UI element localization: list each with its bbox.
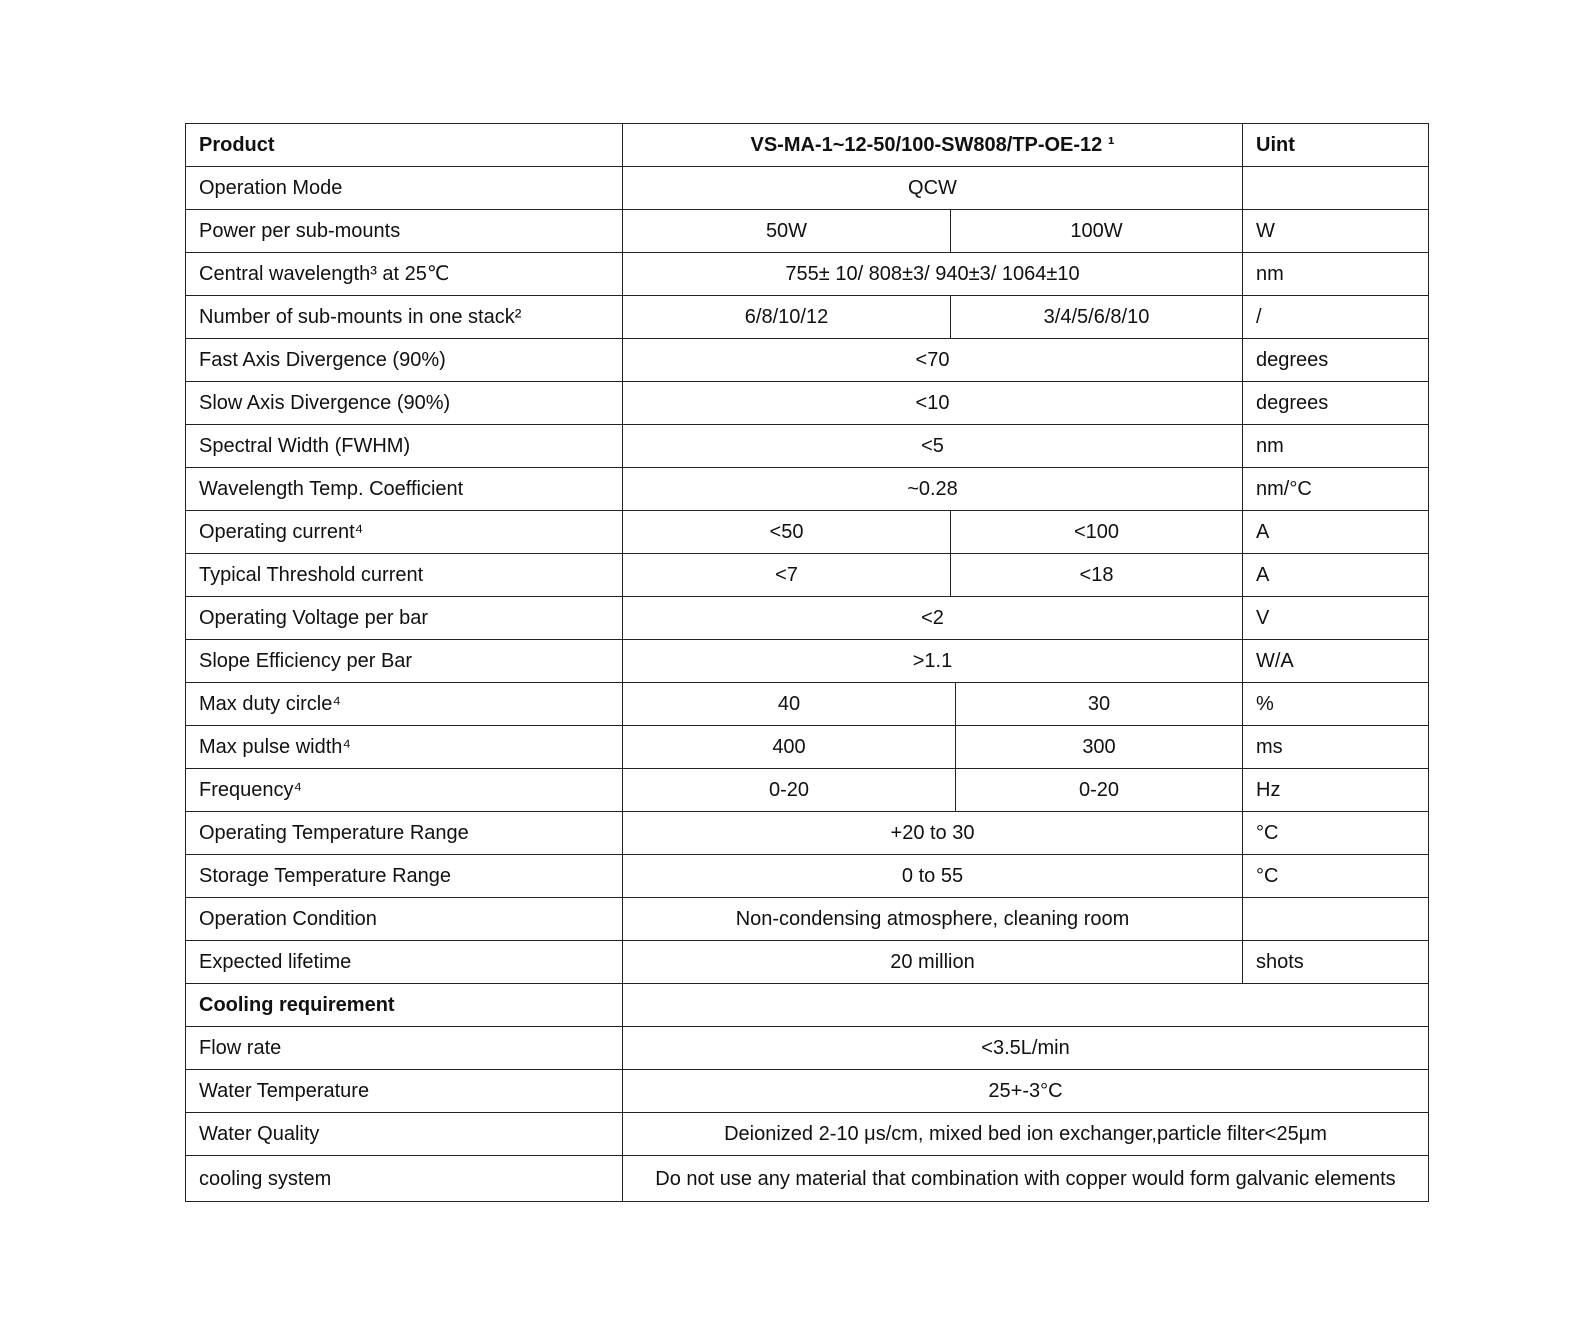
value-50w: 40 [623,683,956,726]
value: Deionized 2-10 μs/cm, mixed bed ion exchanger,particle filter<25μm [623,1113,1429,1156]
unit: % [1243,683,1429,726]
value: 0 to 55 [623,855,1243,898]
value-50w: 400 [623,726,956,769]
row-threshold-current [186,554,1429,597]
unit: °C [1243,812,1429,855]
unit: V [1243,597,1429,640]
unit: nm/°C [1243,468,1429,511]
unit: W/A [1243,640,1429,683]
value: <5 [623,425,1243,468]
value-50w: 6/8/10/12 [623,296,951,339]
row-flow-rate [186,1027,1429,1070]
row-cooling-heading [186,984,1429,1027]
value: <3.5L/min [623,1027,1429,1070]
unit: ms [1243,726,1429,769]
label: Max pulse width⁴ [186,726,623,769]
unit [1243,898,1429,941]
unit [1243,167,1429,210]
value-100w: <18 [951,554,1243,597]
value: 20 million [623,941,1243,984]
label: Storage Temperature Range [186,855,623,898]
label: cooling system [186,1156,623,1202]
value: <10 [623,382,1243,425]
value: Do not use any material that combination with copper would form galvanic elements [623,1156,1429,1202]
value [623,984,1429,1027]
value: >1.1 [623,640,1243,683]
row-frequency [186,769,1429,812]
label: Cooling requirement [186,984,623,1027]
value-50w: 0-20 [623,769,956,812]
unit: W [1243,210,1429,253]
spec-table [185,123,1429,1202]
label: Max duty circle⁴ [186,683,623,726]
row-storage-temp [186,855,1429,898]
row-op-condition [186,898,1429,941]
row-op-temp [186,812,1429,855]
unit: degrees [1243,339,1429,382]
label: Operating current⁴ [186,511,623,554]
value-100w: 3/4/5/6/8/10 [951,296,1243,339]
unit: A [1243,554,1429,597]
row-temp-coeff [186,468,1429,511]
value-50w: <7 [623,554,951,597]
value-100w: 30 [956,683,1243,726]
unit: nm [1243,425,1429,468]
unit: shots [1243,941,1429,984]
label: Water Temperature [186,1070,623,1113]
unit: A [1243,511,1429,554]
unit: °C [1243,855,1429,898]
row-slope [186,640,1429,683]
label: Number of sub-mounts in one stack² [186,296,623,339]
row-power [186,210,1429,253]
header-model: VS-MA-1~12-50/100-SW808/TP-OE-12 ¹ [623,124,1243,167]
label: Flow rate [186,1027,623,1070]
unit: nm [1243,253,1429,296]
row-operation-mode [186,167,1429,210]
row-fast-axis [186,339,1429,382]
label: Wavelength Temp. Coefficient [186,468,623,511]
row-cooling-system [186,1156,1429,1202]
label: Spectral Width (FWHM) [186,425,623,468]
row-pulse-width [186,726,1429,769]
unit: / [1243,296,1429,339]
row-voltage [186,597,1429,640]
value: Non-condensing atmosphere, cleaning room [623,898,1243,941]
value: QCW [623,167,1243,210]
label: Expected lifetime [186,941,623,984]
row-submounts [186,296,1429,339]
label: Operating Temperature Range [186,812,623,855]
unit: Hz [1243,769,1429,812]
label: Frequency⁴ [186,769,623,812]
header-row [186,124,1429,167]
value: 755± 10/ 808±3/ 940±3/ 1064±10 [623,253,1243,296]
label: Operation Condition [186,898,623,941]
value-100w: 100W [951,210,1243,253]
label: Central wavelength³ at 25℃ [186,253,623,296]
row-operating-current [186,511,1429,554]
value: ~0.28 [623,468,1243,511]
label: Water Quality [186,1113,623,1156]
unit: degrees [1243,382,1429,425]
label: Operating Voltage per bar [186,597,623,640]
value-50w: 50W [623,210,951,253]
row-spectral-width [186,425,1429,468]
value-100w: <100 [951,511,1243,554]
value-100w: 0-20 [956,769,1243,812]
row-lifetime [186,941,1429,984]
value-50w: <50 [623,511,951,554]
row-water-temp [186,1070,1429,1113]
row-water-quality [186,1113,1429,1156]
label: Slow Axis Divergence (90%) [186,382,623,425]
label: Fast Axis Divergence (90%) [186,339,623,382]
label: Slope Efficiency per Bar [186,640,623,683]
row-slow-axis [186,382,1429,425]
value-100w: 300 [956,726,1243,769]
row-wavelength [186,253,1429,296]
row-duty [186,683,1429,726]
header-unit: Uint [1243,124,1429,167]
label: Typical Threshold current [186,554,623,597]
label: Power per sub-mounts [186,210,623,253]
value: 25+-3°C [623,1070,1429,1113]
label: Operation Mode [186,167,623,210]
header-product: Product [186,124,623,167]
value: <70 [623,339,1243,382]
value: +20 to 30 [623,812,1243,855]
value: <2 [623,597,1243,640]
